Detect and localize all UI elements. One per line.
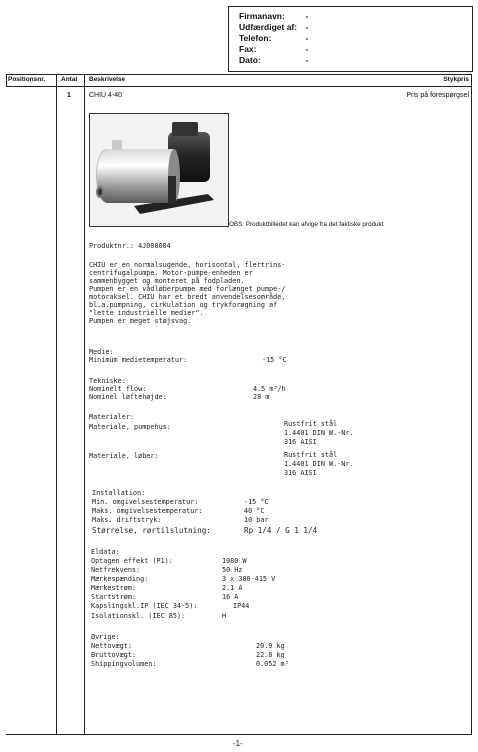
- spec-value: 1.4401 DIN W.-Nr.: [284, 460, 354, 468]
- header-label: Fax:: [239, 44, 257, 54]
- header-label: Dato:: [239, 55, 261, 65]
- header-field-phone: [239, 33, 308, 43]
- table-left-border: [6, 74, 7, 86]
- spec-value: -15 °C: [244, 498, 269, 506]
- spec-label: Maks. omgivelsestemperatur:: [92, 507, 203, 515]
- spec-value: IP44: [233, 602, 250, 610]
- description-line: "lette industrielle medier".: [89, 309, 204, 317]
- spec-label: Optagen effekt (P1):: [91, 557, 173, 565]
- section-heading-materials: Materialer:: [89, 413, 135, 421]
- table-header-divider: [6, 86, 472, 87]
- spec-label: Nettovægt:: [91, 642, 132, 650]
- header-value: -: [305, 22, 309, 32]
- header-field-company: [239, 11, 308, 21]
- spec-label: Nominelt flow:: [89, 385, 147, 393]
- description-line: CHIU er en normalsugende, horisontal, flertrins-: [89, 261, 286, 269]
- header-field-prepared-by: [239, 22, 308, 32]
- section-heading-electrical: Eldata:: [91, 548, 120, 556]
- spec-value: 16 A: [222, 593, 239, 601]
- spec-label: Startstrøm:: [91, 593, 137, 601]
- product-number: Produktnr.: 4J008004: [89, 242, 171, 250]
- spec-label: Kapslingskl.IP (IEC 34-5):: [91, 602, 198, 610]
- spec-value: 28 m: [253, 393, 270, 401]
- table-bottom-border: [6, 734, 472, 735]
- spec-value: 20.9 kg: [256, 642, 285, 650]
- spec-value: 4.5 m³/h: [253, 385, 286, 393]
- column-header-position: Positionsnr.: [8, 76, 46, 83]
- spec-label: Shippingvolumen:: [91, 660, 157, 668]
- header-field-fax: [239, 44, 308, 54]
- description-line: centrifugalpumpe. Motor-pumpe-enheden er: [89, 269, 253, 277]
- row-quantity: 1: [67, 92, 71, 99]
- spec-value: 3 x 380-415 V: [222, 575, 276, 583]
- spec-label: Nominel løftehøjde:: [89, 393, 167, 401]
- section-heading-medium: Medie:: [89, 348, 114, 356]
- section-heading-other: Øvrige:: [91, 633, 120, 641]
- spec-label: Størrelse, rørtilslutning:: [92, 526, 211, 535]
- product-title: CHIU 4-40: [89, 92, 123, 99]
- description-line: sammenbygget og monteret på fodpladen.: [89, 277, 245, 285]
- spec-label: Mærkespænding:: [91, 575, 149, 583]
- photo-disclaimer: OBS: Produktbilledet kan afvige fra det faktiske produkt: [229, 221, 384, 228]
- spec-value: 40 °C: [244, 507, 265, 515]
- header-info-box: [228, 6, 473, 72]
- column-header-price: Stykpris: [443, 76, 469, 83]
- section-heading-technical: Tekniske:: [89, 377, 126, 385]
- header-value: -: [305, 44, 309, 54]
- description-line: bl.a.pumpning, cirkulation og trykforøgning af: [89, 301, 278, 309]
- column-divider: [56, 74, 57, 734]
- description-line: Pumpen er en vådløberpumpe med forlænget pumpe-/: [89, 285, 286, 293]
- spec-value: 316 AISI: [284, 438, 317, 446]
- column-header-description: Beskrivelse: [89, 76, 126, 83]
- header-value: -: [305, 11, 309, 21]
- spec-label: Materiale, løber:: [89, 452, 159, 460]
- product-photo: [89, 113, 229, 227]
- spec-label: Bruttovægt:: [91, 651, 137, 659]
- spec-value: 0.052 m³: [256, 660, 289, 668]
- header-label: Firmanavn:: [239, 11, 285, 21]
- header-field-date: [239, 55, 308, 65]
- spec-value: 2.1 A: [222, 584, 243, 592]
- spec-label: Isolationskl. (IEC 85):: [91, 612, 186, 620]
- page-number: -1-: [233, 739, 243, 748]
- spec-label: Netfrekvens:: [91, 566, 141, 574]
- spec-value: Rustfrit stål: [284, 451, 338, 459]
- spec-value: 1080 W: [222, 557, 247, 565]
- section-heading-installation: Installation:: [92, 489, 146, 497]
- spec-label: Maks. driftstryk:: [92, 516, 162, 524]
- spec-value: H: [222, 612, 227, 620]
- spec-value: 316 AISI: [284, 469, 317, 477]
- description-line: motoraksel. CHIU har et bredt anvendelsesområde,: [89, 293, 286, 301]
- column-header-qty: Antal: [61, 76, 78, 83]
- header-label: Udfærdiget af:: [239, 22, 298, 32]
- spec-value: Rp 1/4 / G 1 1/4: [244, 526, 318, 535]
- spec-value: -15 °C: [262, 356, 287, 364]
- spec-label: Mærkestrøm:: [91, 584, 137, 592]
- spec-value: 10 bar: [244, 516, 269, 524]
- unit-price: Pris på forespørgsel: [406, 92, 469, 99]
- spec-label: Minimum medietemperatur:: [89, 356, 188, 364]
- header-label: Telefon:: [239, 33, 272, 43]
- spec-label: Min. omgivelsestemperatur:: [92, 498, 199, 506]
- header-value: -: [305, 33, 309, 43]
- header-value: -: [305, 55, 309, 65]
- spec-value: 22.8 kg: [256, 651, 285, 659]
- table-right-border: [471, 74, 472, 734]
- spec-value: 50 Hz: [222, 566, 243, 574]
- spec-value: 1.4401 DIN W.-Nr.: [284, 429, 354, 437]
- spec-value: Rustfrit stål: [284, 420, 338, 428]
- pump-image: [90, 114, 228, 226]
- spec-label: Materiale, pumpehus:: [89, 423, 171, 431]
- description-line: Pumpen er meget støjsvag.: [89, 317, 192, 325]
- column-divider: [84, 74, 85, 734]
